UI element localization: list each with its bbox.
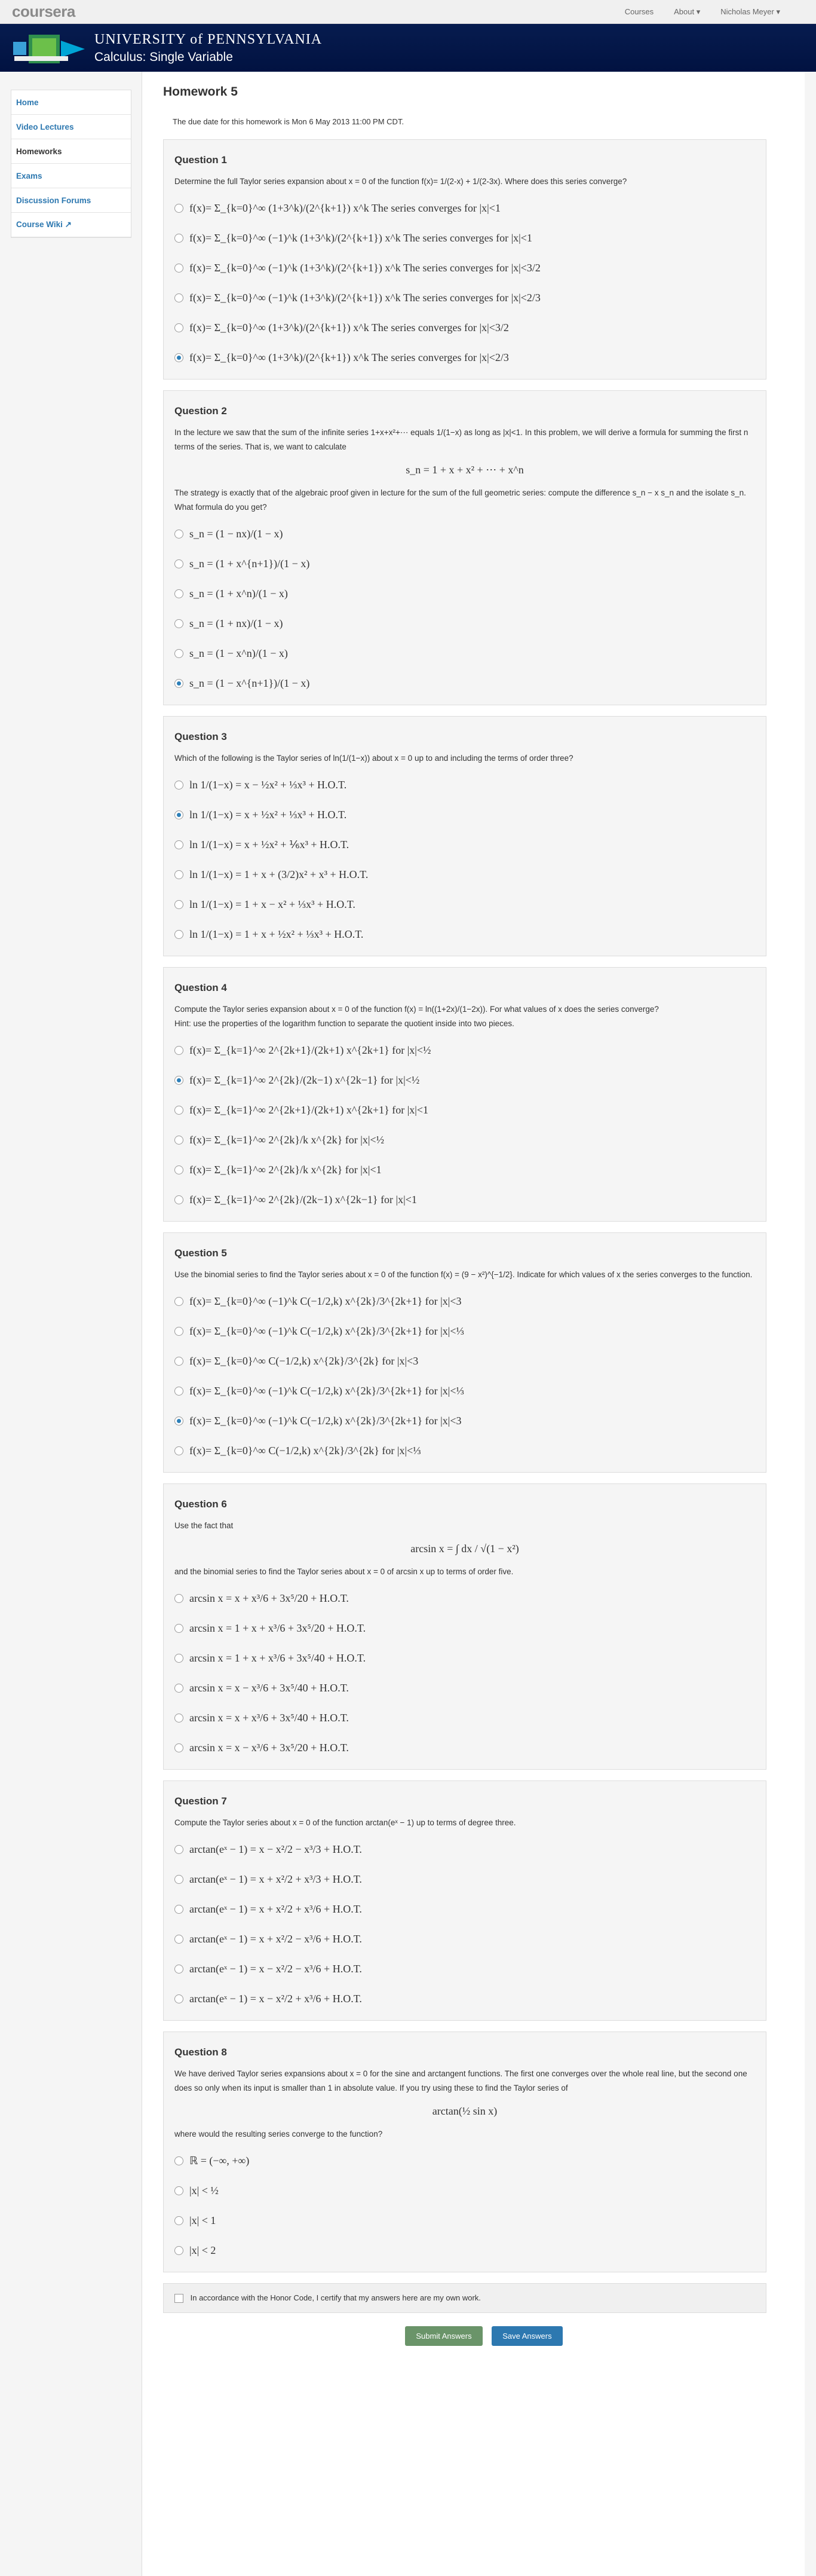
question-1: [163, 139, 766, 380]
radio-button[interactable]: [174, 2186, 183, 2195]
answer-option[interactable]: [174, 672, 755, 694]
top-navbar: [0, 0, 816, 24]
radio-button[interactable]: [174, 1195, 183, 1204]
option-text: ln 1/(1−x) = 1 + x − x² + ⅓x³ + H.O.T.: [189, 898, 355, 910]
option-text: arctan(eˣ − 1) = x − x²/2 − x³/3 + H.O.T.: [189, 1843, 362, 1855]
radio-button[interactable]: [174, 1106, 183, 1115]
question-title: Question 1: [174, 154, 227, 166]
due-date-text: The due date for this homework is Mon 6 May 2013 11:00 PM CDT.: [173, 117, 404, 126]
question-title: Question 6: [174, 1498, 227, 1510]
radio-button[interactable]: [174, 1136, 183, 1145]
option-text: s_n = (1 + x^{n+1})/(1 − x): [189, 557, 310, 570]
radio-button[interactable]: [174, 1875, 183, 1884]
sidebar-item-video-lectures[interactable]: Video Lectures: [11, 115, 131, 139]
option-text: f(x)= Σ_{k=0}^∞ (−1)^k C(−1/2,k) x^{2k}/3^{2k+1} for |x|<3: [189, 1295, 462, 1307]
radio-button[interactable]: [174, 1845, 183, 1854]
question-title: Question 2: [174, 405, 227, 417]
question-3: [163, 716, 766, 956]
option-text: ln 1/(1−x) = x + ½x² + ⅓x³ + H.O.T.: [189, 808, 347, 821]
question-title: Question 8: [174, 2046, 227, 2058]
radio-button[interactable]: [174, 1594, 183, 1603]
question-7: [163, 1780, 766, 2021]
radio-button[interactable]: [174, 619, 183, 628]
answer-option[interactable]: [174, 613, 755, 634]
main-content: [142, 72, 805, 2576]
question-prompt-2: The strategy is exactly that of the algebraic proof given in lecture for the sum of the full geometric series: compute the difference s_n − x s_n and the isolate s_n. What formula do you get?: [174, 488, 746, 512]
option-text: arcsin x = x − x³/6 + 3x⁵/40 + H.O.T.: [189, 1681, 349, 1694]
radio-button[interactable]: [174, 930, 183, 939]
radio-button[interactable]: [174, 1624, 183, 1633]
option-text: arctan(eˣ − 1) = x + x²/2 − x³/6 + H.O.T.: [189, 1932, 362, 1945]
option-text: f(x)= Σ_{k=1}^∞ 2^{2k}/k x^{2k} for |x|<1: [189, 1163, 382, 1176]
answer-option[interactable]: [174, 1868, 755, 1890]
question-5: [163, 1232, 766, 1473]
radio-button[interactable]: [174, 1965, 183, 1974]
option-text: f(x)= Σ_{k=1}^∞ 2^{2k+1}/(2k+1) x^{2k+1} for |x|<1: [189, 1103, 429, 1116]
answer-option[interactable]: [174, 1290, 755, 1312]
radio-button[interactable]: [174, 2246, 183, 2255]
radio-button[interactable]: [174, 1714, 183, 1723]
radio-button[interactable]: [174, 293, 183, 302]
question-6: [163, 1483, 766, 1770]
display-equation: arcsin x = ∫ dx / √(1 − x²): [410, 1543, 519, 1555]
radio-button[interactable]: [174, 1446, 183, 1455]
honor-code-box: [163, 2283, 766, 2313]
option-text: f(x)= Σ_{k=0}^∞ (1+3^k)/(2^{k+1}) x^k The series converges for |x|<2/3: [189, 351, 509, 363]
course-banner: [0, 24, 816, 72]
option-text: arcsin x = x + x³/6 + 3x⁵/40 + H.O.T.: [189, 1711, 349, 1724]
option-text: f(x)= Σ_{k=0}^∞ (−1)^k C(−1/2,k) x^{2k}/3^{2k+1} for |x|<⅓: [189, 1324, 465, 1337]
answer-option[interactable]: [174, 523, 755, 544]
coursera-logo[interactable]: coursera: [12, 2, 75, 20]
answer-option[interactable]: [174, 2210, 755, 2231]
answer-option[interactable]: [174, 834, 755, 855]
option-text: s_n = (1 + nx)/(1 − x): [189, 617, 283, 629]
radio-button[interactable]: [174, 1327, 183, 1336]
sidebar-item-homeworks[interactable]: Homeworks: [11, 139, 131, 164]
radio-button-selected[interactable]: [174, 1076, 183, 1085]
radio-button[interactable]: [174, 204, 183, 213]
answer-option[interactable]: [174, 1587, 755, 1609]
radio-button[interactable]: [174, 559, 183, 568]
question-prompt: In the lecture we saw that the sum of the infinite series 1+x+x²+⋯ equals 1/(1−x) as long as |x|<1. In this problem, we will derive a formula for summing the first n terms of the series. That is, we want to calculate: [174, 428, 748, 451]
question-prompt: Determine the full Taylor series expansion about x = 0 of the function f(x)= 1/(2-x) + 1/(2-3x). Where does this series converge?: [174, 177, 627, 186]
question-prompt-2: where would the resulting series converge to the function?: [174, 2130, 383, 2138]
option-text: |x| < ½: [189, 2184, 219, 2196]
answer-option[interactable]: [174, 1039, 755, 1061]
honor-code-text: In accordance with the Honor Code, I certify that my answers here are my own work.: [190, 2293, 481, 2302]
answer-option[interactable]: [174, 1928, 755, 1950]
answer-option[interactable]: [174, 1647, 755, 1669]
option-text: arctan(eˣ − 1) = x − x²/2 + x³/6 + H.O.T.: [189, 1992, 362, 2005]
nav-user-menu[interactable]: Nicholas Meyer ▾: [720, 7, 780, 16]
question-title: Question 4: [174, 982, 227, 993]
radio-button[interactable]: [174, 1357, 183, 1366]
answer-option[interactable]: [174, 1189, 755, 1210]
answer-option[interactable]: [174, 257, 755, 279]
question-8: [163, 2032, 766, 2272]
answer-option[interactable]: [174, 227, 755, 249]
option-text: s_n = (1 + x^n)/(1 − x): [189, 587, 288, 599]
answer-option[interactable]: [174, 1737, 755, 1758]
answer-option[interactable]: [174, 1707, 755, 1728]
top-nav-links: [625, 7, 780, 17]
question-prompt-2: and the binomial series to find the Taylor series about x = 0 of arcsin x up to terms of order five.: [174, 1567, 514, 1576]
option-text: ℝ = (−∞, +∞): [189, 2154, 250, 2167]
university-name: UNIVERSITY of PENNSYLVANIA: [94, 31, 323, 47]
radio-button[interactable]: [174, 2216, 183, 2225]
radio-button[interactable]: [174, 1654, 183, 1663]
radio-button[interactable]: [174, 530, 183, 539]
radio-button[interactable]: [174, 1905, 183, 1914]
answer-option[interactable]: [174, 864, 755, 885]
option-text: f(x)= Σ_{k=0}^∞ C(−1/2,k) x^{2k}/3^{2k} for |x|<⅓: [189, 1444, 421, 1457]
option-text: f(x)= Σ_{k=0}^∞ (−1)^k C(−1/2,k) x^{2k}/3^{2k+1} for |x|<⅓: [189, 1384, 465, 1397]
option-text: ln 1/(1−x) = x − ½x² + ⅓x³ + H.O.T.: [189, 778, 347, 791]
question-hint: Hint: use the properties of the logarithm function to separate the quotient inside into two pieces.: [174, 1019, 514, 1028]
option-text: arctan(eˣ − 1) = x − x²/2 − x³/6 + H.O.T.: [189, 1962, 362, 1975]
honor-code-checkbox[interactable]: [174, 2294, 183, 2303]
question-title: Question 7: [174, 1795, 227, 1807]
answer-option[interactable]: [174, 197, 755, 219]
option-text: f(x)= Σ_{k=1}^∞ 2^{2k}/(2k−1) x^{2k−1} for |x|<½: [189, 1073, 420, 1086]
radio-button-selected[interactable]: [174, 810, 183, 819]
option-text: arctan(eˣ − 1) = x + x²/2 + x³/6 + H.O.T.: [189, 1902, 362, 1915]
option-text: s_n = (1 − x^{n+1})/(1 − x): [189, 677, 310, 689]
answer-option[interactable]: [174, 347, 755, 368]
radio-button[interactable]: [174, 1165, 183, 1174]
answer-option[interactable]: [174, 1958, 755, 1980]
option-text: f(x)= Σ_{k=1}^∞ 2^{2k}/k x^{2k} for |x|<½: [189, 1133, 385, 1146]
radio-button[interactable]: [174, 234, 183, 243]
answer-option[interactable]: [174, 923, 755, 945]
nav-courses[interactable]: Courses: [624, 7, 654, 16]
radio-button-selected[interactable]: [174, 679, 183, 688]
question-prompt: Compute the Taylor series about x = 0 of the function arctan(eˣ − 1) up to terms of degree three.: [174, 1818, 516, 1827]
answer-option[interactable]: [174, 317, 755, 338]
sidebar-item-home[interactable]: Home: [11, 90, 131, 115]
radio-button[interactable]: [174, 1994, 183, 2003]
option-text: arcsin x = 1 + x + x³/6 + 3x⁵/40 + H.O.T.: [189, 1651, 366, 1664]
radio-button[interactable]: [174, 1297, 183, 1306]
answer-option[interactable]: [174, 1069, 755, 1091]
answer-option[interactable]: [174, 2240, 755, 2261]
answer-option[interactable]: [174, 1350, 755, 1372]
question-prompt: Which of the following is the Taylor series of ln(1/(1−x)) about x = 0 up to and including the terms of order three?: [174, 754, 573, 763]
option-text: s_n = (1 − nx)/(1 − x): [189, 527, 283, 540]
question-prompt: We have derived Taylor series expansions about x = 0 for the sine and arctangent functions. The first one converges over the whole real line, but the second one does so only when its input is smaller than 1 in absolute value. If you try using these to find the Taylor series of: [174, 2069, 747, 2092]
option-text: ln 1/(1−x) = 1 + x + (3/2)x² + x³ + H.O.T.: [189, 868, 369, 880]
answer-option[interactable]: [174, 1099, 755, 1121]
sidebar-item-discussion-forums[interactable]: Discussion Forums: [11, 188, 131, 213]
answer-option[interactable]: [174, 1159, 755, 1180]
sidebar: [0, 72, 131, 2576]
radio-button[interactable]: [174, 1935, 183, 1944]
answer-option[interactable]: [174, 1677, 755, 1699]
radio-button[interactable]: [174, 264, 183, 273]
option-text: f(x)= Σ_{k=0}^∞ (−1)^k C(−1/2,k) x^{2k}/3^{2k+1} for |x|<3: [189, 1414, 462, 1427]
question-4: [163, 967, 766, 1222]
option-text: arcsin x = x − x³/6 + 3x⁵/20 + H.O.T.: [189, 1741, 349, 1754]
radio-button[interactable]: [174, 323, 183, 332]
question-prompt: Use the fact that: [174, 1521, 234, 1530]
option-text: f(x)= Σ_{k=0}^∞ C(−1/2,k) x^{2k}/3^{2k} for |x|<3: [189, 1354, 419, 1367]
option-text: f(x)= Σ_{k=1}^∞ 2^{2k}/(2k−1) x^{2k−1} for |x|<1: [189, 1193, 417, 1206]
submit-answers-button[interactable]: Submit Answers: [405, 2326, 482, 2346]
option-text: arcsin x = 1 + x + x³/6 + 3x⁵/20 + H.O.T.: [189, 1622, 366, 1634]
question-title: Question 3: [174, 731, 227, 742]
answer-option[interactable]: [174, 1898, 755, 1920]
answer-option[interactable]: [174, 2150, 755, 2171]
option-text: f(x)= Σ_{k=0}^∞ (−1)^k (1+3^k)/(2^{k+1}) x^k The series converges for |x|<2/3: [189, 291, 541, 304]
radio-button[interactable]: [174, 900, 183, 909]
option-text: f(x)= Σ_{k=1}^∞ 2^{2k+1}/(2k+1) x^{2k+1} for |x|<½: [189, 1044, 431, 1056]
course-logo-icon: [8, 30, 86, 66]
answer-option[interactable]: [174, 894, 755, 915]
answer-option[interactable]: [174, 804, 755, 825]
radio-button[interactable]: [174, 1387, 183, 1396]
question-prompt: Use the binomial series to find the Taylor series about x = 0 of the function f(x) = (9 − x²)^{−1/2}. Indicate for which values of x the series converges to the function.: [174, 1270, 753, 1279]
answer-option[interactable]: [174, 287, 755, 308]
radio-button[interactable]: [174, 649, 183, 658]
save-answers-button[interactable]: Save Answers: [492, 2326, 562, 2346]
option-text: ln 1/(1−x) = x + ½x² + ⅙x³ + H.O.T.: [189, 838, 349, 850]
radio-button[interactable]: [174, 781, 183, 790]
radio-button[interactable]: [174, 1684, 183, 1693]
answer-option[interactable]: [174, 553, 755, 574]
question-2: [163, 390, 766, 705]
radio-button[interactable]: [174, 1743, 183, 1752]
answer-option[interactable]: [174, 2180, 755, 2201]
option-text: f(x)= Σ_{k=0}^∞ (1+3^k)/(2^{k+1}) x^k The series converges for |x|<3/2: [189, 321, 509, 334]
sidebar-item-exams[interactable]: Exams: [11, 164, 131, 188]
answer-option[interactable]: [174, 1440, 755, 1461]
option-text: f(x)= Σ_{k=0}^∞ (−1)^k (1+3^k)/(2^{k+1}) x^k The series converges for |x|<3/2: [189, 261, 541, 274]
question-title: Question 5: [174, 1247, 227, 1259]
display-equation: s_n = 1 + x + x² + ⋯ + x^n: [406, 464, 524, 476]
answer-option[interactable]: [174, 1410, 755, 1431]
answer-option[interactable]: [174, 1380, 755, 1402]
page-title: Homework 5: [163, 85, 238, 99]
radio-button[interactable]: [174, 589, 183, 598]
answer-option[interactable]: [174, 1838, 755, 1860]
answer-option[interactable]: [174, 774, 755, 796]
radio-button[interactable]: [174, 870, 183, 879]
question-prompt: Compute the Taylor series expansion about x = 0 of the function f(x) = ln((1+2x)/(1−2x)). For what values of x does the series converge?: [174, 1005, 659, 1014]
answer-option[interactable]: [174, 1320, 755, 1342]
answer-option[interactable]: [174, 583, 755, 604]
option-text: ln 1/(1−x) = 1 + x + ½x² + ⅓x³ + H.O.T.: [189, 928, 364, 940]
answer-option[interactable]: [174, 1129, 755, 1151]
answer-option[interactable]: [174, 1617, 755, 1639]
answer-option[interactable]: [174, 1988, 755, 2009]
option-text: arcsin x = x + x³/6 + 3x⁵/20 + H.O.T.: [189, 1592, 349, 1604]
sidebar-item-course-wiki[interactable]: Course Wiki ↗: [11, 213, 131, 237]
option-text: |x| < 1: [189, 2214, 216, 2226]
option-text: s_n = (1 − x^n)/(1 − x): [189, 647, 288, 659]
option-text: f(x)= Σ_{k=0}^∞ (1+3^k)/(2^{k+1}) x^k The series converges for |x|<1: [189, 201, 501, 214]
display-equation: arctan(½ sin x): [432, 2105, 498, 2117]
answer-option[interactable]: [174, 643, 755, 664]
option-text: f(x)= Σ_{k=0}^∞ (−1)^k (1+3^k)/(2^{k+1}) x^k The series converges for |x|<1: [189, 231, 532, 244]
radio-button-selected[interactable]: [174, 353, 183, 362]
radio-button[interactable]: [174, 840, 183, 849]
option-text: arctan(eˣ − 1) = x + x²/2 + x³/3 + H.O.T.: [189, 1873, 362, 1885]
radio-button[interactable]: [174, 2156, 183, 2165]
course-title: Calculus: Single Variable: [94, 50, 233, 64]
option-text: |x| < 2: [189, 2244, 216, 2256]
radio-button-selected[interactable]: [174, 1417, 183, 1425]
nav-about[interactable]: About ▾: [674, 7, 701, 16]
radio-button[interactable]: [174, 1046, 183, 1055]
